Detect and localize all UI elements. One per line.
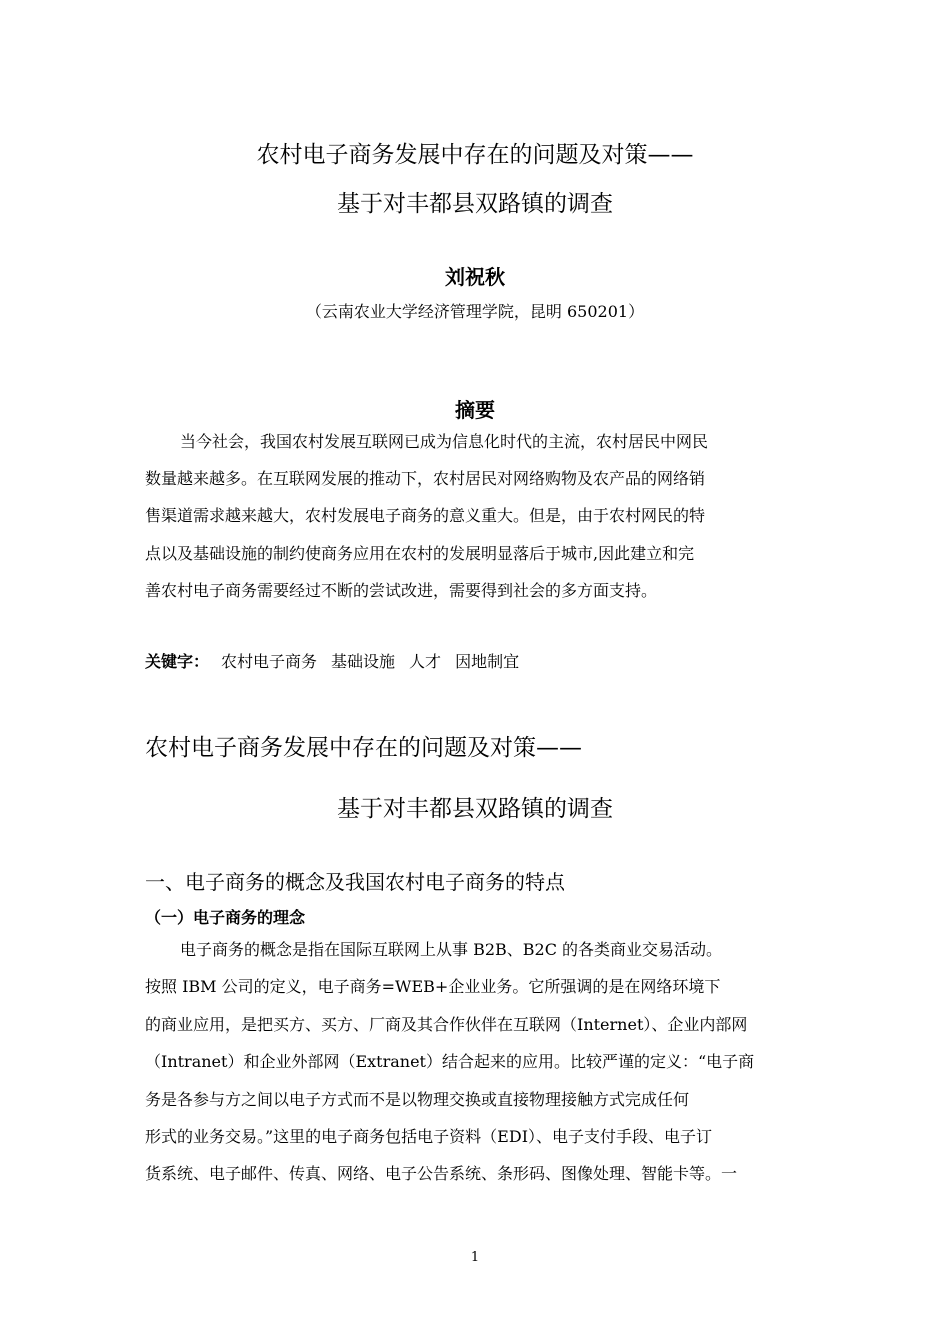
page-number: 1 xyxy=(470,1250,480,1265)
keyword-item: 农村电子商务 xyxy=(221,652,318,671)
body-paragraph-line: 的商业应用，是把买方、买方、厂商及其合作伙伴在互联网（Internet）、企业内部网 xyxy=(145,1015,748,1034)
section-heading: 一、电子商务的概念及我国农村电子商务的特点 xyxy=(145,870,565,894)
abstract-line: 善农村电子商务需要经过不断的尝试改进，需要得到社会的多方面支持。 xyxy=(145,581,658,600)
body-paragraph-line: 形式的业务交易。”这里的电子商务包括电子资料（EDI）、电子支付手段、电子订 xyxy=(145,1127,713,1146)
author-affiliation: （云南农业大学经济管理学院，昆明 650201） xyxy=(305,302,645,321)
abstract-heading: 摘要 xyxy=(455,398,495,422)
abstract-line: 点以及基础设施的制约使商务应用在农村的发展明显落后于城市,因此建立和完 xyxy=(145,544,695,563)
body-paragraph-line: 按照 IBM 公司的定义，电子商务=WEB+企业业务。它所强调的是在网络环境下 xyxy=(145,977,721,996)
keywords-row xyxy=(145,649,533,672)
keyword-item: 人才 xyxy=(409,652,442,671)
abstract-line: 数量越来越多。在互联网发展的推动下，农村居民对网络购物及农产品的网络销 xyxy=(145,469,706,488)
keywords-label: 关键字： xyxy=(145,652,210,671)
paper-title-line-2: 基于对丰都县双路镇的调查 xyxy=(337,191,613,217)
keyword-item: 因地制宜 xyxy=(455,652,520,671)
abstract-line: 当今社会，我国农村发展互联网已成为信息化时代的主流，农村居民中网民 xyxy=(180,432,709,451)
body-paragraph-line: （Intranet）和企业外部网（Extranet）结合起来的应用。比较严谨的定义：“电子商 xyxy=(145,1052,755,1071)
body-title-line-1: 农村电子商务发展中存在的问题及对策—— xyxy=(145,735,582,761)
body-title-line-2: 基于对丰都县双路镇的调查 xyxy=(337,796,613,822)
body-paragraph-line: 货系统、电子邮件、传真、网络、电子公告系统、条形码、图像处理、智能卡等。一 xyxy=(145,1164,738,1183)
body-paragraph-line: 务是各参与方之间以电子方式而不是以物理交换或直接物理接触方式完成任何 xyxy=(145,1090,690,1109)
paper-title-line-1: 农村电子商务发展中存在的问题及对策—— xyxy=(256,142,694,168)
author-name: 刘祝秋 xyxy=(445,265,505,289)
body-paragraph-line: 电子商务的概念是指在国际互联网上从事 B2B、B2C 的各类商业交易活动。 xyxy=(180,940,723,959)
keyword-item: 基础设施 xyxy=(331,652,396,671)
subsection-heading: （一）电子商务的理念 xyxy=(145,908,306,927)
abstract-line: 售渠道需求越来越大，农村发展电子商务的意义重大。但是，由于农村网民的特 xyxy=(145,506,706,525)
